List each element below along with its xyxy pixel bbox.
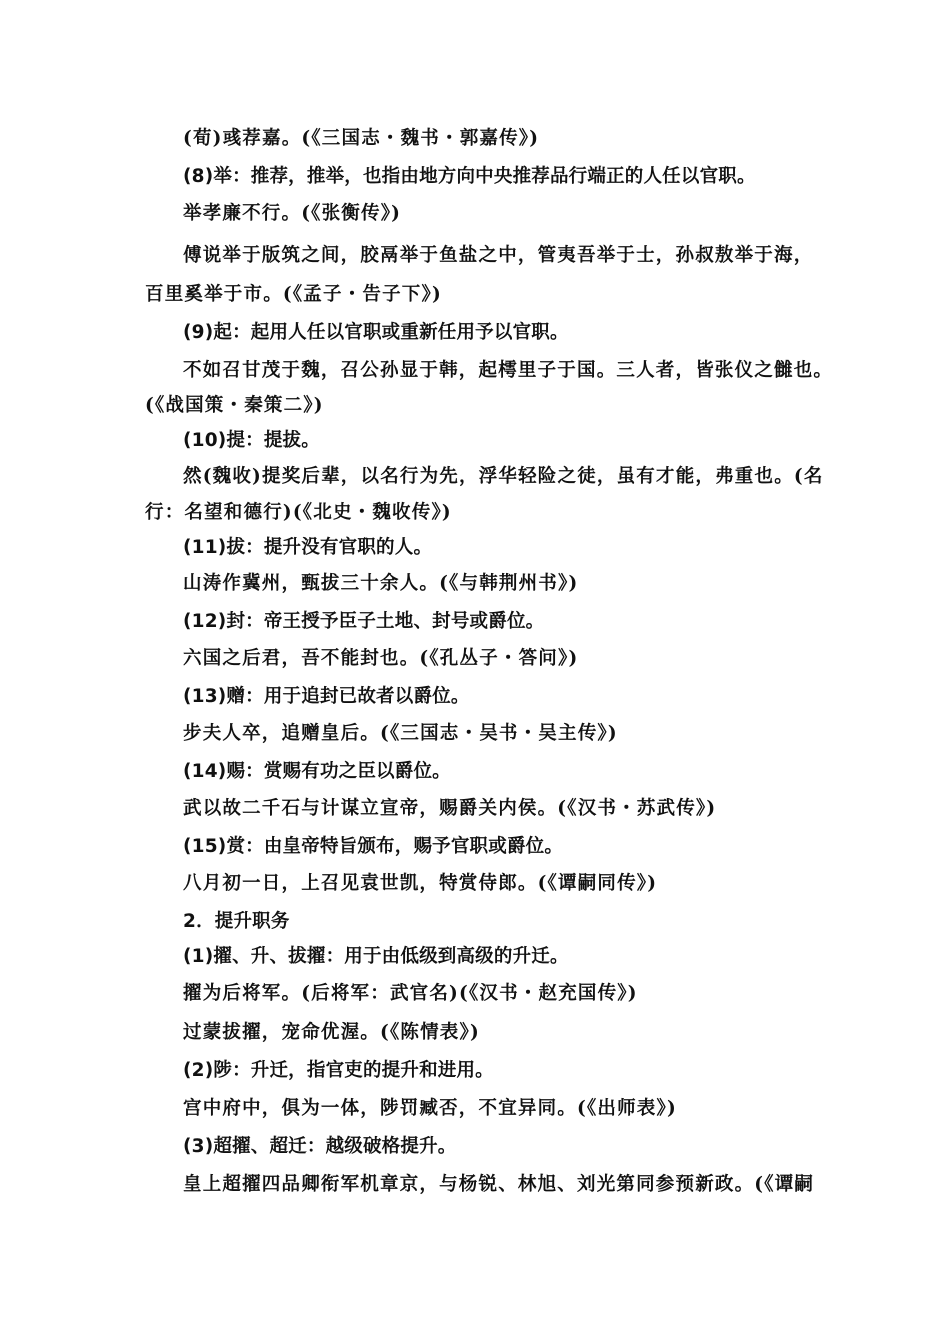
- definition-line: (9)起：起用人任以官职或重新任用予以官职。: [183, 322, 569, 343]
- example-line: 六国之后君，吾不能封也。(《孔丛子・答问》): [183, 648, 579, 669]
- example-line: (荀)彧荐嘉。(《三国志・魏书・郭嘉传》): [183, 128, 540, 149]
- example-line: 不如召甘茂于魏，召公孙显于韩，起樗里子于国。三人者，皆张仪之雠也。: [183, 360, 834, 381]
- definition-line: (15)赏：由皇帝特旨颁布，赐予官职或爵位。: [183, 836, 564, 857]
- example-line: 傅说举于版筑之间，胶鬲举于鱼盐之中，管夷吾举于士，孙叔敖举于海，: [183, 245, 814, 266]
- example-line: 宫中府中，俱为一体，陟罚臧否，不宜异同。(《出师表》): [183, 1098, 677, 1119]
- example-line: 过蒙拔擢，宠命优渥。(《陈情表》): [183, 1022, 480, 1043]
- example-line-continued: 行：名望和德行)(《北史・魏收传》): [145, 502, 452, 523]
- definition-line: (8)举：推荐，推举，也指由地方向中央推荐品行端正的人任以官职。: [183, 166, 756, 187]
- example-line: 然(魏收)提奖后辈，以名行为先，浮华轻险之徒，虽有才能，弗重也。(名: [183, 466, 824, 487]
- definition-line: (11)拔：提升没有官职的人。: [183, 537, 433, 558]
- example-line: 举孝廉不行。(《张衡传》): [183, 203, 402, 224]
- definition-line: (1)擢、升、拔擢：用于由低级到高级的升迁。: [183, 946, 569, 967]
- definition-line: (13)赠：用于追封已故者以爵位。: [183, 686, 470, 707]
- definition-line: (2)陟：升迁，指官吏的提升和进用。: [183, 1060, 494, 1081]
- example-line: 八月初一日，上召见袁世凯，特赏侍郎。(《谭嗣同传》): [183, 873, 658, 894]
- section-heading: 2．提升职务: [183, 911, 290, 932]
- definition-line: (12)封：帝王授予臣子土地、封号或爵位。: [183, 611, 545, 632]
- definition-line: (10)提：提拔。: [183, 430, 320, 451]
- example-line: 皇上超擢四品卿衔军机章京，与杨锐、林旭、刘光第同参预新政。(《谭嗣: [183, 1174, 815, 1195]
- example-line: 步夫人卒，追赠皇后。(《三国志・吴书・吴主传》): [183, 723, 618, 744]
- example-line: 山涛作冀州，甄拔三十余人。(《与韩荆州书》): [183, 573, 579, 594]
- example-line-continued: (《战国策・秦策二》): [145, 395, 324, 416]
- example-line: 武以故二千石与计谋立宣帝，赐爵关内侯。(《汉书・苏武传》): [183, 798, 717, 819]
- definition-line: (14)赐：赏赐有功之臣以爵位。: [183, 761, 451, 782]
- example-line: 擢为后将军。(后将军：武官名)(《汉书・赵充国传》): [183, 983, 638, 1004]
- definition-line: (3)超擢、超迁：越级破格提升。: [183, 1136, 457, 1157]
- example-line-continued: 百里奚举于市。(《孟子・告子下》): [145, 284, 442, 305]
